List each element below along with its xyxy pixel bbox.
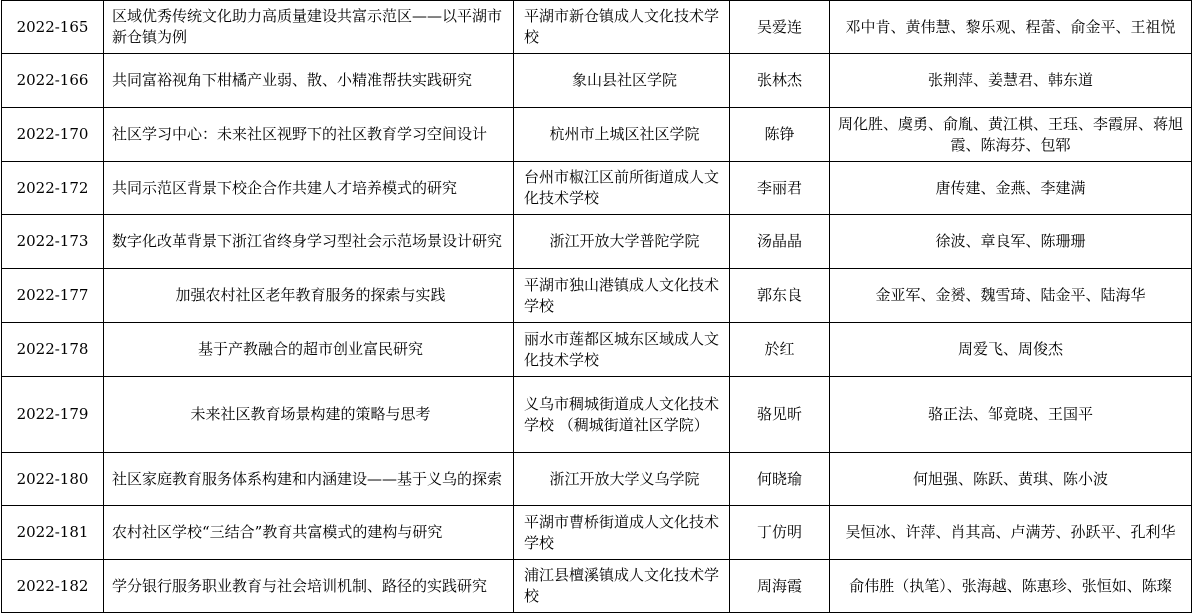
project-title: 加强农村社区老年教育服务的探索与实践 [104, 269, 514, 323]
project-organization: 浙江开放大学普陀学院 [514, 215, 730, 269]
table-row [2, 162, 1192, 215]
project-title: 社区学习中心：未来社区视野下的社区教育学习空间设计 [104, 108, 514, 162]
project-id: 2022-172 [2, 162, 104, 215]
project-members: 徐波、章良军、陈珊珊 [830, 215, 1192, 269]
project-leader: 李丽君 [730, 162, 830, 215]
table-row [2, 453, 1192, 506]
project-leader: 丁仿明 [730, 506, 830, 560]
project-members: 俞伟胜（执笔）、张海越、陈惠珍、张恒如、陈璨 [830, 560, 1192, 613]
table-row [2, 323, 1192, 377]
project-members: 吴恒冰、许萍、肖其高、卢满芳、孙跃平、孔利华 [830, 506, 1192, 560]
project-leader: 张林杰 [730, 54, 830, 108]
project-table [1, 0, 1192, 613]
project-members: 周化胜、虞勇、俞胤、黄江棋、王珏、李霞屏、蒋旭霞、陈海芬、包郓 [830, 108, 1192, 162]
project-title: 共同示范区背景下校企合作共建人才培养模式的研究 [104, 162, 514, 215]
project-members: 金亚军、金赟、魏雪琦、陆金平、陆海华 [830, 269, 1192, 323]
table-row [2, 54, 1192, 108]
project-title: 农村社区学校“三结合”教育共富模式的建构与研究 [104, 506, 514, 560]
project-leader: 郭东良 [730, 269, 830, 323]
project-organization: 台州市椒江区前所街道成人文化技术学校 [514, 162, 730, 215]
project-leader: 於红 [730, 323, 830, 377]
table-row [2, 1, 1192, 54]
project-leader: 吴爱连 [730, 1, 830, 54]
project-id: 2022-170 [2, 108, 104, 162]
project-members: 周爱飞、周俊杰 [830, 323, 1192, 377]
table-row [2, 560, 1192, 613]
table-row [2, 269, 1192, 323]
project-id: 2022-181 [2, 506, 104, 560]
project-leader: 何晓瑜 [730, 453, 830, 506]
project-organization: 平湖市曹桥街道成人文化技术学校 [514, 506, 730, 560]
project-organization: 象山县社区学院 [514, 54, 730, 108]
project-title: 数字化改革背景下浙江省终身学习型社会示范场景设计研究 [104, 215, 514, 269]
project-id: 2022-165 [2, 1, 104, 54]
project-id: 2022-177 [2, 269, 104, 323]
project-organization: 平湖市独山港镇成人文化技术学校 [514, 269, 730, 323]
project-members: 骆正法、邹竟晓、王国平 [830, 377, 1192, 453]
project-title: 未来社区教育场景构建的策略与思考 [104, 377, 514, 453]
project-title: 基于产教融合的超市创业富民研究 [104, 323, 514, 377]
project-organization: 丽水市莲都区城东区域成人文化技术学校 [514, 323, 730, 377]
table-row [2, 377, 1192, 453]
project-title: 社区家庭教育服务体系构建和内涵建设——基于义乌的探索 [104, 453, 514, 506]
table-row [2, 108, 1192, 162]
project-id: 2022-173 [2, 215, 104, 269]
project-organization: 浙江开放大学义乌学院 [514, 453, 730, 506]
project-members: 何旭强、陈跃、黄琪、陈小波 [830, 453, 1192, 506]
project-id: 2022-166 [2, 54, 104, 108]
project-leader: 骆见昕 [730, 377, 830, 453]
project-members: 唐传建、金燕、李建满 [830, 162, 1192, 215]
table-row [2, 215, 1192, 269]
project-title: 共同富裕视角下柑橘产业弱、散、小精准帮扶实践研究 [104, 54, 514, 108]
project-leader: 陈铮 [730, 108, 830, 162]
project-id: 2022-178 [2, 323, 104, 377]
table-row [2, 506, 1192, 560]
project-leader: 周海霞 [730, 560, 830, 613]
project-id: 2022-182 [2, 560, 104, 613]
project-organization: 平湖市新仓镇成人文化技术学校 [514, 1, 730, 54]
project-members: 张荆萍、姜慧君、韩东道 [830, 54, 1192, 108]
project-organization: 义乌市稠城街道成人文化技术学校 （稠城街道社区学院） [514, 377, 730, 453]
project-leader: 汤晶晶 [730, 215, 830, 269]
project-id: 2022-179 [2, 377, 104, 453]
project-members: 邓中肯、黄伟慧、黎乐观、程蕾、俞金平、王祖悦 [830, 1, 1192, 54]
project-id: 2022-180 [2, 453, 104, 506]
project-title: 学分银行服务职业教育与社会培训机制、路径的实践研究 [104, 560, 514, 613]
project-organization: 杭州市上城区社区学院 [514, 108, 730, 162]
project-organization: 浦江县檀溪镇成人文化技术学校 [514, 560, 730, 613]
project-title: 区域优秀传统文化助力高质量建设共富示范区——以平湖市新仓镇为例 [104, 1, 514, 54]
